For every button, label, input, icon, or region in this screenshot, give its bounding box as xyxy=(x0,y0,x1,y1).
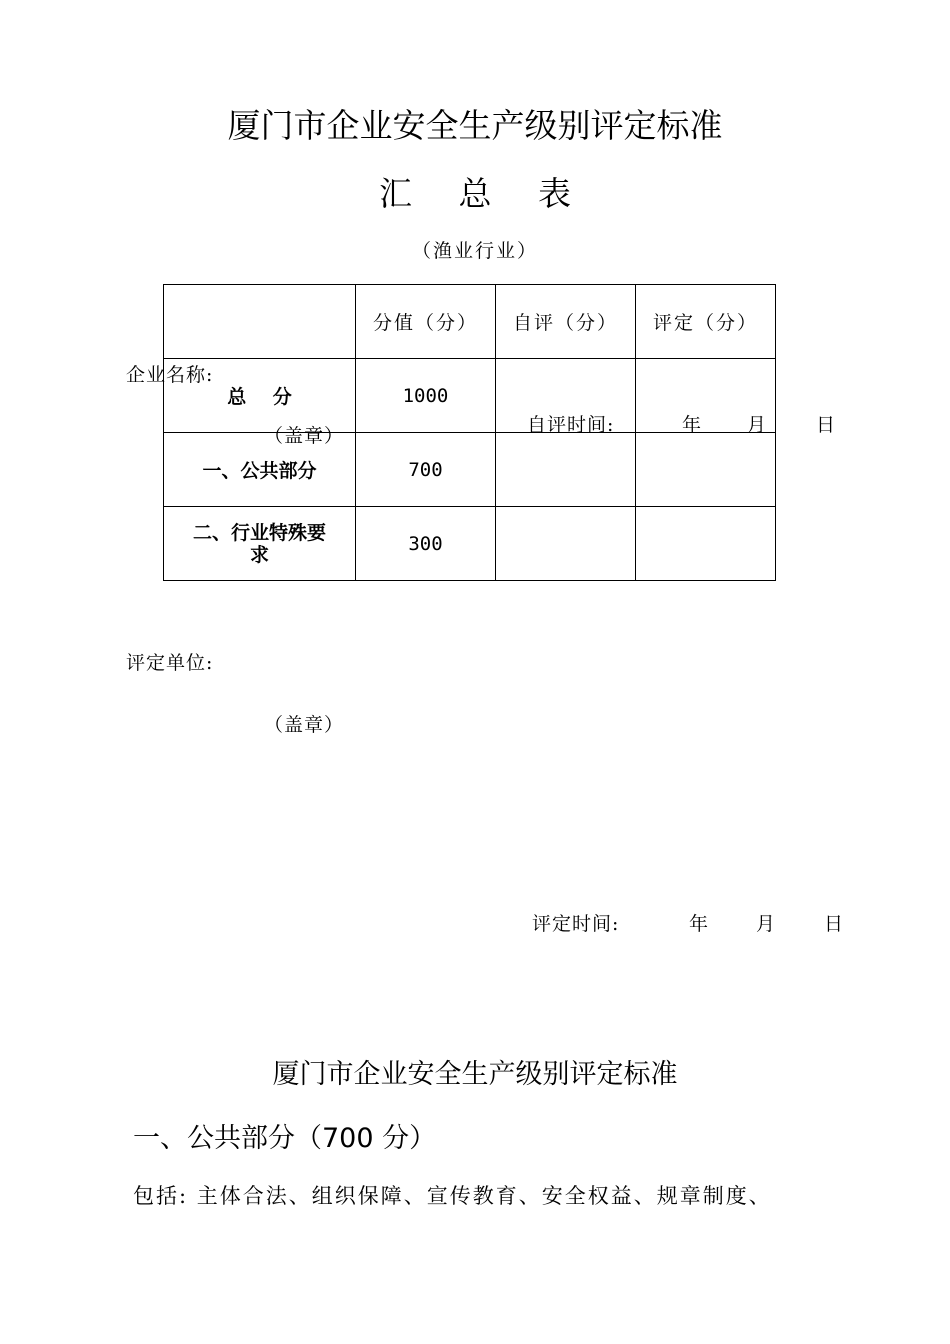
row-score: 700 xyxy=(356,433,496,507)
section-includes: 包括: 主体合法、组织保障、宣传教育、安全权益、规章制度、 xyxy=(133,1184,772,1208)
row-label: 二、行业特殊要求 xyxy=(192,521,326,566)
enterprise-seal: （盖章） xyxy=(264,425,345,447)
enterprise-name-label: 企业名称: xyxy=(126,364,214,386)
row-label: 总 分 xyxy=(164,359,356,433)
row-label: 一、公共部分 xyxy=(164,433,356,507)
row-score: 1000 xyxy=(356,359,496,433)
rating-unit-seal: （盖章） xyxy=(264,714,345,736)
header-cell-self: 自评（分） xyxy=(496,285,636,359)
table-row xyxy=(164,433,776,507)
row-rated-score xyxy=(636,507,776,581)
header-cell-blank xyxy=(164,285,356,359)
rating-time-label: 评定时间: xyxy=(532,913,620,935)
rating-year: 年 xyxy=(689,913,710,935)
rating-unit-label: 评定单位: xyxy=(126,652,214,674)
self-eval-time-label: 自评时间: xyxy=(527,414,615,436)
header-cell-rated: 评定（分） xyxy=(636,285,776,359)
table-row xyxy=(164,507,776,581)
self-eval-year: 年 xyxy=(682,414,703,436)
self-eval-month: 月 xyxy=(747,414,768,436)
row-self-score xyxy=(496,433,636,507)
header-cell-score: 分值（分） xyxy=(356,285,496,359)
section-title: 厦门市企业安全生产级别评定标准 xyxy=(272,1059,678,1090)
row-label-cell xyxy=(164,507,356,581)
section-heading: 一、公共部分（700 分） xyxy=(133,1123,437,1154)
row-rated-score xyxy=(636,433,776,507)
summary-subtitle: 汇 总 表 xyxy=(379,174,589,213)
rating-day: 日 xyxy=(824,913,845,935)
rating-month: 月 xyxy=(756,913,777,935)
table-header-row xyxy=(164,285,776,359)
row-self-score xyxy=(496,507,636,581)
self-eval-day: 日 xyxy=(816,414,837,436)
row-score: 300 xyxy=(356,507,496,581)
document-title: 厦门市企业安全生产级别评定标准 xyxy=(227,106,723,145)
industry-label: （渔业行业） xyxy=(411,240,538,262)
